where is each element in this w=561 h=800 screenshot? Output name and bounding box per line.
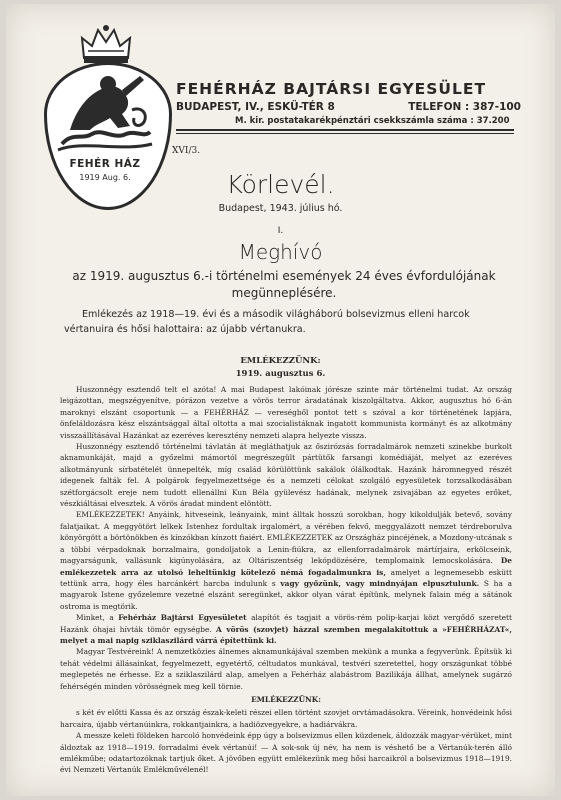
paragraph-text: Minket, a xyxy=(76,613,114,623)
memorial-date: 1919. augusztus 6. xyxy=(235,369,326,379)
memorial-subtitle: EMLÉKEZZÜNK: xyxy=(251,694,321,704)
emphasis-text: vagy győzünk, vagy mindnyájan elpusztulunk. xyxy=(280,578,480,588)
header-rule xyxy=(176,129,514,131)
paragraph-text: amelyet a legnemesebb eskütt tettünk arra, hogy éles harcánkért harcba indulunk s xyxy=(60,567,512,588)
letter-body xyxy=(60,384,512,776)
body-paragraph xyxy=(60,612,512,646)
body-paragraph: Huszonnégy esztendő telt el azóta! A mai Budapest lakóinak jórésze szinte már történelmi tudat. Az ország leigázottan, megszégyenítve, pórázon vezetve a vörös terror áradatának kiszolgáltatva. Akkor, augusztus hó 6-án maroknyi elszánt csoportunk — a FEHÉRHÁZ — vereségből pontot tett s szóval a kor történetének lapjára, önfeláldozásra kész elszántsággal által oltotta a mai szocialistáknak ingatott kommunista kormányt és az alkotmány visszaállításával Hazánkat az ezeréves keresztény nemzeti alapra helyezte vissza. xyxy=(60,385,512,440)
crown-icon xyxy=(78,24,134,64)
emphasis-text: A vörös (szovjet) házzal szemben megalakítottuk a »FEHÉRHÁZAT«, melyet a mai napig sziklaszilárd várrá építettünk ki. xyxy=(60,624,512,645)
section-number: I. xyxy=(277,226,284,236)
body-paragraph: s két év előtti Kassa és az ország észak-keleti részei ellen történt szovjet orvtámadásokra. Véreink, honvédeink hősi harcaira, újabb vértanúinkra, rokkantjainkra, a hadiözvegyekre, a hadiárvákra. xyxy=(60,708,512,729)
header-rule-thin xyxy=(176,133,514,134)
document-title: Körlevél. xyxy=(226,170,335,199)
emblem-title: FEHÉR HÁZ xyxy=(69,158,141,170)
body-paragraph: A messze keleti földeken harcoló honvédeink épp úgy a bolsevizmus ellen küzdenek, áldozzák magyar-vérüket, mint áldoztak az 1918—1919. forradalmi évek vértanúi! — A sok-sok új név, ha nem is véshető be a Vértanúk-terén álló emlékműbe; odatartozóknak tartjuk őket. A jövőben együtt emlékezünk meg hősi harcaikról a bolsevizmus 1918—1919. évi Nemzeti Vértanúk Emlékművélenél! xyxy=(60,731,512,775)
body-paragraph: Huszonnégy esztendő történelmi távlatán át megláthatjuk az őszirózsás forradalmárok nemzeti szinekbe burkolt aknamunkáját, majd a győzelmi mámortól megrészegült pártütők farsangi komédiáját, melyet az ezeréves alkotmányunk sírbatételét ünnepelték, míg család körülöttünk sakálok ólálkodtak. Hazánk háromnegyed részét idegenek falták fel. A polgárok fegyelmezettsége és a nemzeti célokat szolgáló egyesületek torzsalkodásában szétforgácsolt ereje nem tudott ellenállni Kun Béla gyülevész hadának, melynek zsivajában az egyetes erőket, vészkiáltásai elvesztek. A vörös áradat mindent elöntött. xyxy=(60,442,512,509)
memorial-title: EMLÉKEZZÜNK: xyxy=(240,356,321,366)
emphasis-text: Fehérház Bajtársi Egyesületet xyxy=(118,613,247,623)
intro-paragraph: Emlékezés az 1918—19. évi és a második világháború bolsevizmus elleni harcok vértanuira és hősi halottaira: az újabb vértanukra. xyxy=(64,309,470,335)
organization-address: BUDAPEST, IV., ESKÜ-TÉR 8 xyxy=(176,101,335,113)
emphasis-text: De emlékezzetek arra az utolsó leheltünkig kötelező némá fogadalmunkra is, xyxy=(60,556,512,577)
hercules-hydra-icon xyxy=(52,70,158,154)
organization-name: FEHÉRHÁZ BAJTÁRSI EGYESÜLET xyxy=(176,80,487,98)
dateline: Budapest, 1943. július hó. xyxy=(218,203,343,214)
paragraph-text: S ha a magyarok Istene győzelemre vezetné elszánt seregünket, akkor olyan várat építünk, melynek falain még a sátánok ostroma is megtörik. xyxy=(60,578,512,611)
body-paragraph xyxy=(60,509,512,612)
paragraph-text: alapítót és tagjait a vörös-rém polip-karjai közt vergődő szeretett Hazánk óhajai hívták tömör egységbe. xyxy=(60,613,512,634)
paragraph-text: EMLÉKEZZETEK! Anyáink, hitveseink, leányaink, mint álltak hosszú sorokban, hogy kikoldulják betevő, sovány falatjaikat. A meggyötört lelkek Istenhez fordultak irgalomért, a vérében fekvő, meggyalázott nemzet térdreborulva könyörgött a börtönökben és kínzókban kínzott fiaiért. EMLÉKEZZETEK az Országház pincéjének, a Mozdony-utcának s a többi vérpadoknak borzalmaira, gondoljatok a Lenin-fiúkra, az ellenforradalmárok mártírjaira, erkölcseink, magyarságunk, vallásunk kigúnyolására, az Oltáriszentség lekópdözésére, templomaink lemocskolására. xyxy=(60,510,513,566)
organization-phone: TELEFON : 387-100 xyxy=(408,101,521,113)
invitation-subheading: az 1919. augusztus 6.-i történelmi események 24 éves évfordulójának megünneplésére. xyxy=(72,269,496,300)
postal-account: M. kir. postatakarékpénztári csekkszámla száma : 37.200 xyxy=(235,116,510,126)
invitation-heading: Meghívó xyxy=(238,240,323,264)
reference-number: XVI/3. xyxy=(172,146,201,156)
emblem-date: 1919 Aug. 6. xyxy=(79,173,131,182)
body-paragraph: Magyar Testvéreink! A nemzetközies álnemes aknamunkájával szemben mekünk a munka a fegyverünk. Építsük ki tehát védelmi állásainkat, fegyelmezett, egyetértő, céltudatos munkával, testvéri szeretettel, hogy országunkat többé meglepetés ne érhesse. Ez a sziklaszilárd alap, amelyen a Fehérház alabástrom Bazilikája állhat, amelynek sugárzó fehérségén minden vörösségnek meg kell törnie. xyxy=(60,647,512,691)
